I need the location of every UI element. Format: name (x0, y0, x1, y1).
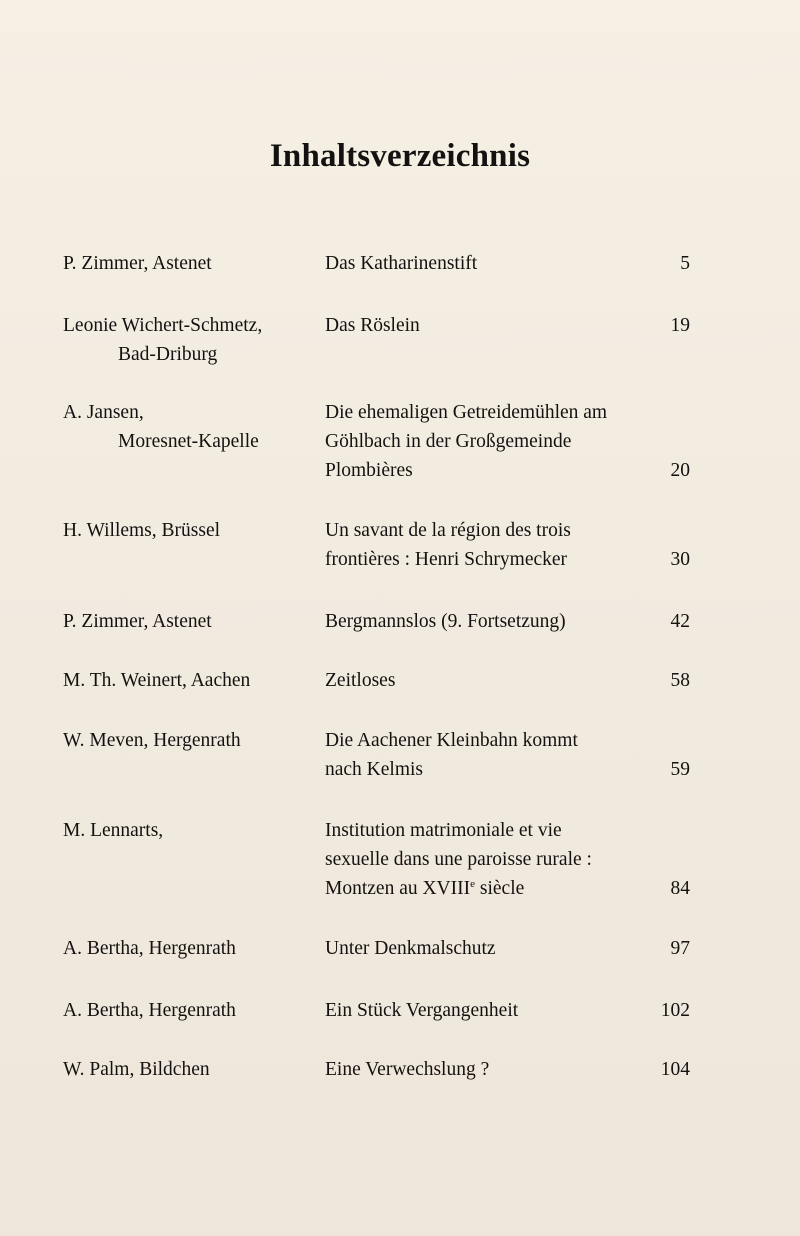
page-title: Inhaltsverzeichnis (269, 138, 531, 174)
toc-author-name: A. Bertha, Hergenrath (63, 1000, 236, 1021)
toc-article-line: frontières : Henri Schrymecker (325, 549, 568, 570)
toc-page-number: 59 (670, 759, 690, 780)
toc-article (325, 996, 655, 1025)
toc-page-number: 97 (670, 938, 690, 959)
toc-page-number: 30 (670, 549, 690, 570)
toc-page-number: 104 (660, 1059, 690, 1080)
toc-author (63, 607, 313, 636)
toc-article-line: Das Katharinenstift (325, 253, 478, 274)
toc-article (325, 311, 655, 340)
toc-author (63, 726, 313, 755)
toc-author-name: P. Zimmer, Astenet (63, 611, 212, 632)
toc-article-line: nach Kelmis (325, 759, 424, 780)
toc-author (63, 666, 313, 695)
toc-article (325, 816, 655, 903)
toc-author-name: M. Lennarts, (63, 820, 164, 841)
toc-author-name: P. Zimmer, Astenet (63, 253, 212, 274)
toc-author (63, 934, 313, 963)
toc-article-line: sexuelle dans une paroisse rurale : (325, 849, 592, 870)
toc-author-name: H. Willems, Brüssel (63, 520, 221, 541)
toc-article-line: Bergmannslos (9. Fortsetzung) (325, 611, 566, 632)
toc-article-line: Plombières (325, 460, 413, 481)
toc-article (325, 607, 655, 636)
toc-author-name: M. Th. Weinert, Aachen (63, 670, 251, 691)
toc-author-location: Moresnet-Kapelle (118, 431, 259, 452)
toc-author (63, 1055, 313, 1084)
toc-article (325, 516, 655, 574)
toc-author (63, 398, 313, 456)
toc-page-number: 19 (670, 315, 690, 336)
toc-article-line: Die Aachener Kleinbahn kommt (325, 730, 578, 751)
toc-article (325, 1055, 655, 1084)
toc-article-line: Zeitloses (325, 670, 396, 691)
toc-page-number: 102 (660, 1000, 690, 1021)
toc-author (63, 816, 313, 845)
toc-article-line (325, 874, 655, 903)
toc-author-name: A. Bertha, Hergenrath (63, 938, 236, 959)
toc-article-line: Un savant de la région des trois (325, 520, 571, 541)
toc-article-line: Göhlbach in der Großgemeinde (325, 431, 572, 452)
toc-author (63, 311, 313, 369)
superscript-text: e (470, 878, 476, 890)
toc-article-line: Institution matrimoniale et vie (325, 820, 562, 841)
toc-article (325, 249, 655, 278)
toc-article (325, 934, 655, 963)
toc-page-number: 42 (670, 611, 690, 632)
toc-author (63, 249, 313, 278)
toc-page-number: 5 (680, 253, 690, 274)
toc-article-line: Die ehemaligen Getreidemühlen am (325, 402, 608, 423)
toc-article-line: Eine Verwechslung ? (325, 1059, 490, 1080)
toc-author-location: Bad-Driburg (118, 344, 218, 365)
toc-article (325, 726, 655, 784)
toc-article-text: Montzen au XVIII (325, 878, 471, 899)
toc-author-name: Leonie Wichert-Schmetz, (63, 315, 263, 336)
toc-author-name: A. Jansen, (63, 402, 144, 423)
toc-page-number: 58 (670, 670, 690, 691)
toc-author-name: W. Palm, Bildchen (63, 1059, 210, 1080)
toc-author (63, 996, 313, 1025)
toc-article-line: Unter Denkmalschutz (325, 938, 496, 959)
toc-article-text: siècle (475, 878, 525, 899)
toc-page-number: 20 (670, 460, 690, 481)
toc-article-line: Das Röslein (325, 315, 420, 336)
toc-article (325, 398, 655, 485)
toc-author (63, 516, 313, 545)
toc-article (325, 666, 655, 695)
toc-author-name: W. Meven, Hergenrath (63, 730, 241, 751)
toc-page-number: 84 (670, 878, 690, 899)
toc-article-line: Ein Stück Vergangenheit (325, 1000, 519, 1021)
